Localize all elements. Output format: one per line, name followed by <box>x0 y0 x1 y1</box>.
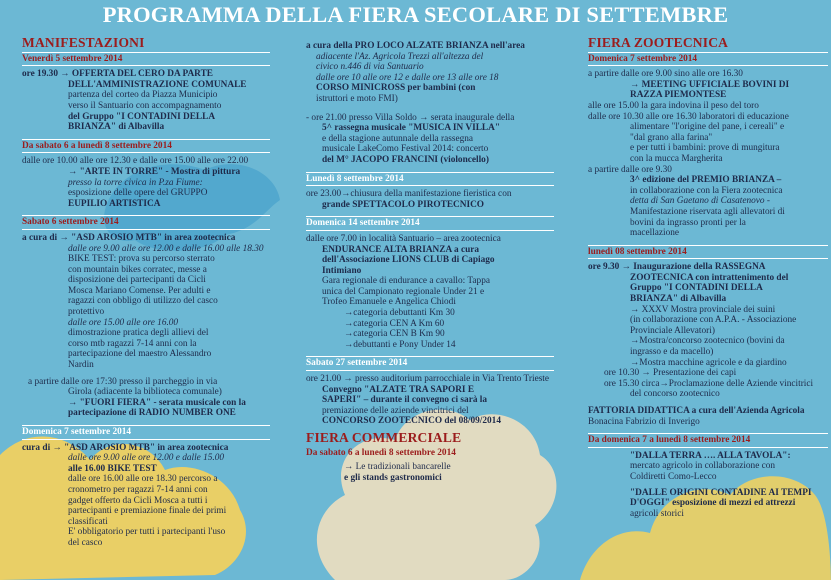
event-line-text: →categoria CEN B Km 90 <box>344 329 445 340</box>
event-line <box>22 244 270 255</box>
event-line-text: Gruppo "I CONTADINI DELLA <box>630 283 763 294</box>
event-line <box>306 123 554 134</box>
event-line <box>588 368 828 379</box>
event-line <box>306 94 554 105</box>
section-heading-fiera-zootecnica: FIERA ZOOTECNICA <box>588 35 729 50</box>
event-line-text: ore 21.00 → presso auditorium parrocchiale in Via Trento Trieste <box>306 374 550 385</box>
event-line-text: ENDURANCE ALTA BRIANZA a cura <box>322 244 480 255</box>
event-line-text: → MEETING UFFICIALE BOVINI DI <box>630 79 790 90</box>
event-block <box>306 462 554 483</box>
event-line <box>306 52 554 63</box>
event-line-text: corso mtb ragazzi 7-14 anni con la <box>68 338 197 349</box>
event-line-text: - ore 21.00 presso Villa Soldo → serata inaugurale della <box>306 112 515 123</box>
date-header: Da domenica 7 a lunedì 8 settembre 2014 <box>588 433 828 448</box>
event-line-text: →debuttanti e Pony Under 14 <box>344 339 456 350</box>
event-line-text: "DALLA TERRA …. ALLA TAVOLA": <box>630 450 791 461</box>
event-line-text: →Mostra/concorso zootecnico (bovini da <box>630 336 785 347</box>
event-line-text: "DALLE ORIGINI CONTADINE AI TEMPI <box>630 487 812 498</box>
event-line-text: → Le tradizionali bancarelle <box>344 462 451 473</box>
event-block <box>22 156 270 209</box>
event-line-text: dalle ore 10.30 alle ore 16.30 laboratori di educazione <box>588 111 789 122</box>
event-line-text: ore 10.30 → Presentazione dei capi <box>604 368 737 379</box>
event-line-text: a partire dalle ore 9.30 <box>588 164 672 175</box>
event-line <box>22 464 270 475</box>
event-line-text: BRIANZA" di Albavilla <box>68 122 165 133</box>
event-line <box>588 305 828 316</box>
event-line-text: con la mucca Margherita <box>630 153 723 164</box>
event-line-text: del Gruppo "I CONTADINI DELLA <box>68 111 216 122</box>
event-line-text: bovini da ingrasso pronti per la <box>630 217 746 228</box>
event-line <box>588 347 828 358</box>
event-line <box>588 472 828 483</box>
event-line-text: dalle ore 9.00 alle ore 12.00 e dalle 16.00 alle 18.30 <box>68 243 264 254</box>
event-block <box>306 374 554 427</box>
event-line-text: FATTORIA DIDATTICA a cura dell'Azienda Agricola <box>588 406 805 416</box>
event-line <box>588 294 828 305</box>
event-line <box>22 538 270 549</box>
event-line-text: Trofeo Emanuele e Angelica Chiodi <box>322 297 456 308</box>
event-line-text: dimostrazione pratica degli allievi del <box>68 328 209 339</box>
date-header: lunedì 08 settembre 2014 <box>588 245 828 260</box>
event-line-text: Bonacina Fabrizio di Inverigo <box>588 416 700 427</box>
event-line-text: mercato agricolo in collaborazione con <box>630 461 776 472</box>
event-line <box>306 287 554 298</box>
event-line-text: gadget offerto da Cicli Mosca a tutti i <box>68 495 208 506</box>
event-line-text: Convegno "ALZATE TRA SAPORI E <box>322 384 475 395</box>
event-line <box>588 389 828 400</box>
event-block <box>588 69 828 239</box>
event-line <box>588 379 828 390</box>
event-line <box>22 318 270 329</box>
event-line-text: alle 16.00 BIKE TEST <box>68 463 157 474</box>
event-line-text: a cura della PRO LOCO ALZATE BRIANZA nell'area <box>306 41 525 51</box>
event-line-text: Nardin <box>68 360 94 371</box>
event-line <box>306 319 554 330</box>
event-line <box>22 265 270 276</box>
event-line-text: adiacente l'Az. Agricola Trezzi all'altezza del <box>316 51 484 62</box>
event-line <box>588 417 828 428</box>
event-line <box>22 80 270 91</box>
event-line-text: a partire dalle ore 17:30 presso il parcheggio in via <box>28 376 218 387</box>
event-line-text: partecipanti e premiazione finale dei primi <box>68 506 227 517</box>
event-line-text: protettivo <box>68 307 105 318</box>
event-line-text: dell'Associazione LIONS CLUB di Capiago <box>322 255 495 266</box>
event-line-text: Manifestazione riservata agli allevatori di <box>630 206 785 217</box>
event-line-text: del concorso zootecnico <box>630 389 720 400</box>
event-line <box>22 453 270 464</box>
event-line <box>588 228 828 239</box>
event-line <box>588 186 828 197</box>
event-line <box>306 276 554 287</box>
event-line <box>22 408 270 419</box>
event-line <box>306 308 554 319</box>
event-line <box>588 509 828 520</box>
event-line-text: verso il Santuario con accompagnamento <box>68 100 222 111</box>
event-line <box>588 262 828 273</box>
event-line-text: dalle ore 9.00 alle ore 12.00 e dalle 15.00 <box>68 453 225 464</box>
section-heading-fiera-commerciale: FIERA COMMERCIALE <box>306 430 462 445</box>
event-line-text: ore 23.00→chiusura della manifestazione fieristica con <box>306 189 512 200</box>
event-line-text: partenza del corteo da Piazza Municipio <box>68 90 218 101</box>
event-line-text: ore 15.30 circa→Proclamazione delle Aziende vincitrici <box>604 378 814 389</box>
event-line <box>22 377 270 388</box>
date-header: Da sabato 6 a lunedì 8 settembre 2014 <box>306 447 456 458</box>
event-line-text: ore 19.30 → OFFERTA DEL CERO DA PARTE <box>22 69 213 80</box>
event-block <box>22 233 270 371</box>
event-line <box>22 90 270 101</box>
event-line <box>306 245 554 256</box>
event-line <box>22 167 270 178</box>
event-line <box>22 328 270 339</box>
event-line <box>306 406 554 417</box>
event-line <box>306 255 554 266</box>
event-line-text: SAPERI" – durante il convegno ci sarà la <box>322 395 488 406</box>
event-line <box>306 189 554 200</box>
event-line-text: D'OGGI" esposizione di mezzi ed attrezzi <box>630 498 796 509</box>
event-line <box>306 234 554 245</box>
event-line <box>306 62 554 73</box>
event-line <box>22 339 270 350</box>
event-line <box>588 154 828 165</box>
event-block <box>306 113 554 166</box>
event-line-text: esposizione delle opere del GRUPPO <box>68 188 208 199</box>
event-line-text: disposizione dei partecipanti da Cicli <box>68 275 206 286</box>
event-line-text: cronometro per ragazzi 7-14 anni con <box>68 484 208 495</box>
date-header: Da sabato 6 a lunedì 8 settembre 2014 <box>22 139 270 154</box>
event-line <box>588 196 828 207</box>
event-line-text: E' obbligatorio per tutti i partecipanti l'uso <box>68 527 226 538</box>
event-line-text: del casco <box>68 537 103 548</box>
event-line <box>22 506 270 517</box>
event-line <box>588 112 828 123</box>
event-line <box>22 485 270 496</box>
event-line-text: a cura di → "ASD AROSIO MTB" in area zootecnica <box>22 232 236 243</box>
event-line <box>22 122 270 133</box>
event-line <box>22 112 270 123</box>
event-block <box>588 406 828 427</box>
event-line <box>588 451 828 462</box>
event-line <box>22 296 270 307</box>
event-line-text: 3^ edizione del PREMIO BRIANZA – <box>630 175 782 186</box>
event-line <box>588 461 828 472</box>
event-line-text: ZOOTECNICA con intrattenimento del <box>630 272 789 283</box>
event-line <box>22 517 270 528</box>
event-line-text: presso la torre civica in P.za Fiume: <box>68 177 203 188</box>
event-line <box>306 200 554 211</box>
column-center <box>306 41 554 489</box>
column-fiera-zootecnica <box>588 35 828 525</box>
event-line <box>306 113 554 124</box>
event-line-text: ingrasso e da macello) <box>630 347 714 358</box>
event-line-text: unica del Campionato regionale Under 21 e <box>322 286 485 297</box>
event-line-text: dalle ore 16.00 alle ore 18.30 percorso a <box>68 474 218 485</box>
date-header: Domenica 14 settembre 2014 <box>306 216 554 231</box>
event-line <box>306 144 554 155</box>
event-line <box>22 387 270 398</box>
event-line <box>306 73 554 84</box>
event-line-text: → XXXV Mostra provinciale dei suini <box>630 304 776 315</box>
event-line <box>588 336 828 347</box>
event-line-text: CONCORSO ZOOTECNICO del 08/09/2014 <box>322 416 501 427</box>
event-line-text: DELL'AMMINISTRAZIONE COMUNALE <box>68 79 247 90</box>
date-header: Domenica 7 settembre 2014 <box>588 52 828 67</box>
event-line <box>588 406 828 417</box>
event-line-text: BRIANZA" di Albavilla <box>630 294 727 305</box>
event-line <box>22 275 270 286</box>
event-line-text: Provinciale Allevatori) <box>630 325 715 336</box>
event-line <box>306 134 554 145</box>
event-line-text: musicale LakeComo Festival 2014: concerto <box>322 144 489 155</box>
event-line <box>588 122 828 133</box>
event-line <box>22 474 270 485</box>
event-line <box>22 178 270 189</box>
event-line-text: → "FUORI FIERA" - serata musicale con la <box>68 397 246 408</box>
event-line <box>306 155 554 166</box>
event-line-text: istruttori e moto FMI) <box>316 93 398 104</box>
event-line <box>588 101 828 112</box>
event-line <box>588 165 828 176</box>
event-line <box>588 143 828 154</box>
event-line <box>588 207 828 218</box>
event-line <box>306 374 554 385</box>
event-block <box>22 377 270 419</box>
date-header: Sabato 6 settembre 2014 <box>22 215 270 230</box>
event-line-text: e della stagione autunnale della rassegna <box>322 133 474 144</box>
event-line-text: con mountain bikes corratec, messe a <box>68 264 207 275</box>
event-line-text: CORSO MINICROSS per bambini (con <box>316 83 476 94</box>
event-line <box>588 90 828 101</box>
event-line-text: partecipazione di RADIO NUMBER ONE <box>68 408 236 419</box>
event-line <box>22 443 270 454</box>
event-line-text: a partire dalle ore 9.00 sino alle ore 16.30 <box>588 69 743 80</box>
event-line-text: dalle ore 7.00 in località Santuario – area zootecnica <box>306 233 501 244</box>
event-line-text: →categoria debuttanti Km 30 <box>344 308 455 319</box>
event-line-text: dalle ore 10.00 alle ore 12.30 e dalle ore 15.00 alle ore 22.00 <box>22 156 249 167</box>
event-line-text: macellazione <box>630 228 680 239</box>
event-line-text: (in collaborazione con A.P.A. - Associazione <box>630 315 797 326</box>
event-line-text: ragazzi con obbligo di utilizzo del casco <box>68 296 218 307</box>
event-line <box>22 188 270 199</box>
event-line-text: EUPILIO ARTISTICA <box>68 198 161 209</box>
event-line <box>588 283 828 294</box>
event-block <box>306 234 554 351</box>
event-line <box>588 498 828 509</box>
event-line-text: Gara regionale di endurance a cavallo: Tappa <box>322 276 490 287</box>
event-line <box>22 233 270 244</box>
event-line <box>22 307 270 318</box>
event-line <box>306 462 554 473</box>
event-line-text: "dal grano alla farina" <box>630 132 713 143</box>
event-line <box>306 266 554 277</box>
event-line-text: del M° JACOPO FRANCINI (violoncello) <box>322 154 489 165</box>
event-line-text: dalle ore 10 alle ore 12 e dalle ore 13 alle ore 18 <box>316 72 499 83</box>
event-line <box>22 349 270 360</box>
event-block <box>306 189 554 210</box>
event-line-text: grande SPETTACOLO PIROTECNICO <box>322 199 485 210</box>
event-line <box>306 473 554 484</box>
event-line <box>22 527 270 538</box>
event-line-text: civico n.446 di via Santuario <box>316 62 424 73</box>
date-header: Venerdì 5 settembre 2014 <box>22 52 270 67</box>
column-manifestazioni <box>22 35 270 555</box>
event-line-text: partecipazione del maestro Alessandro <box>68 349 212 360</box>
event-line <box>306 329 554 340</box>
event-line-text: e gli stands gastronomici <box>344 472 442 483</box>
event-line-text: in collaborazione con la Fiera zootecnica <box>630 185 783 196</box>
event-line <box>22 496 270 507</box>
event-line <box>588 133 828 144</box>
event-line-text: e per tutti i bambini: prove di mungitura <box>630 143 780 154</box>
event-line-text: Mosca Mariano Comense. Per adulti e <box>68 285 211 296</box>
event-line-text: premiazione delle aziende vincitrici del <box>322 405 469 416</box>
event-line <box>22 156 270 167</box>
event-line <box>588 273 828 284</box>
event-line <box>588 69 828 80</box>
event-line <box>306 385 554 396</box>
event-line-text: ore 9.30 → Inaugurazione della RASSEGNA <box>588 262 766 273</box>
event-line-text: dalle ore 15.00 alle ore 16.00 <box>68 317 179 328</box>
event-line-text: →Mostra macchine agricole e da giardino <box>630 357 787 368</box>
event-line-text: alle ore 15.00 la gara indovina il peso del toro <box>588 100 759 111</box>
date-header: Lunedì 8 settembre 2014 <box>306 172 554 187</box>
event-line <box>22 360 270 371</box>
event-line <box>306 297 554 308</box>
event-line-text: RAZZA PIEMONTESE <box>630 90 727 101</box>
event-block <box>588 451 828 520</box>
event-line-text: alimentare "l'origine del pane, i cereali" e <box>630 122 785 133</box>
section-heading-manifestazioni: MANIFESTAZIONI <box>22 35 145 50</box>
event-block <box>306 41 554 105</box>
event-line-text: cura di → "ASD AROSIO MTB" in area zootecnica <box>22 442 229 453</box>
date-header: Sabato 27 settembre 2014 <box>306 356 554 371</box>
event-line-text: BIKE TEST: prova su percorso sterrato <box>68 254 215 265</box>
event-line-text: detta di San Gaetano di Casatenovo - <box>630 196 770 207</box>
event-line-text: Girola (adiacente la biblioteca comunale) <box>68 387 222 398</box>
event-line <box>22 69 270 80</box>
event-line <box>588 326 828 337</box>
event-line-text: Intimiano <box>322 265 362 276</box>
event-block <box>22 443 270 549</box>
event-line <box>22 199 270 210</box>
event-line-text: → "ARTE IN TORRE" - Mostra di pittura <box>68 166 241 177</box>
event-line <box>306 395 554 406</box>
page-title: PROGRAMMA DELLA FIERA SECOLARE DI SETTEMBRE <box>102 2 729 27</box>
event-line <box>588 175 828 186</box>
event-line-text: →categoria CEN A Km 60 <box>344 318 445 329</box>
event-block <box>22 69 270 133</box>
date-header: Domenica 7 settembre 2014 <box>22 425 270 440</box>
event-line <box>588 315 828 326</box>
event-line-text: agricoli storici <box>630 508 684 519</box>
event-line <box>22 254 270 265</box>
event-line <box>22 398 270 409</box>
event-line-text: classificati <box>68 516 108 527</box>
event-line <box>306 340 554 351</box>
event-line <box>22 101 270 112</box>
event-line <box>588 218 828 229</box>
event-line <box>588 488 828 499</box>
event-line <box>22 286 270 297</box>
event-line-text: 5^ rassegna musicale "MUSICA IN VILLA" <box>322 123 501 134</box>
event-line <box>306 83 554 94</box>
event-block <box>588 262 828 400</box>
event-line <box>588 80 828 91</box>
event-line-text: Coldiretti Como-Lecco <box>630 471 717 482</box>
event-line <box>306 416 554 427</box>
event-line <box>306 41 554 52</box>
event-line <box>588 358 828 369</box>
